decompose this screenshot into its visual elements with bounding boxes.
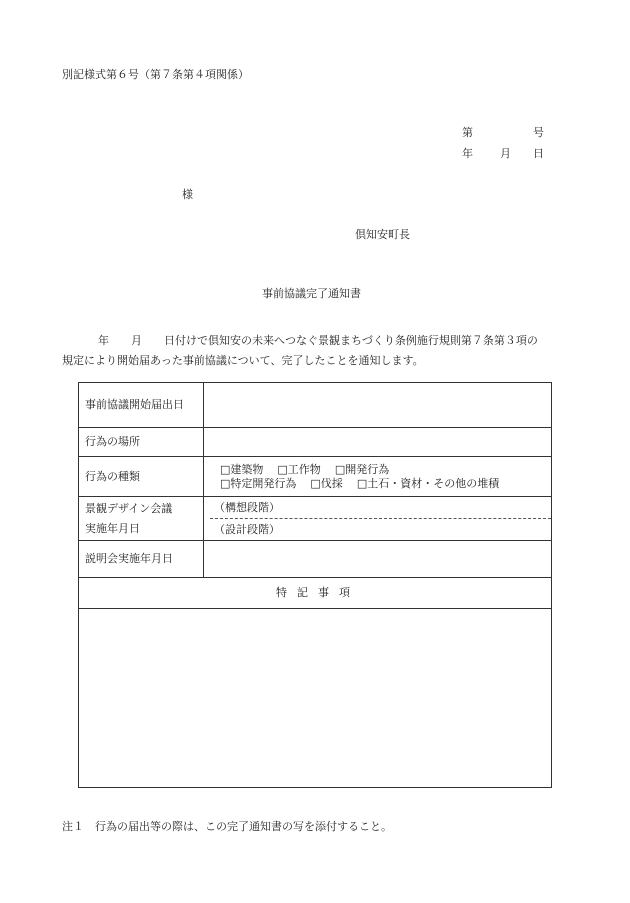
doc-number-prefix: 第 [462,126,473,139]
checkbox-specific-development[interactable]: □特定開発行為 [220,476,297,490]
table-row [79,428,552,457]
place-value[interactable] [204,428,552,457]
notice-form-table [78,382,552,788]
document-title: 事前協議完了通知書 [262,287,361,300]
body-text-line-1: 年 月 日付けで倶知安の未来へつなぐ景観まちづくり条例施行規則第７条第３項の [98,334,538,347]
design-meeting-label-line-2: 実施年月日 [85,521,140,535]
remarks-body[interactable] [79,609,552,788]
type-options-row-1 [210,463,551,477]
phase-design[interactable]: （設計段階） [214,523,280,536]
design-meeting-value [204,497,552,541]
type-options-row-2 [210,477,551,491]
body-text-line-2: 規定により開始届あった事前協議について、完了したことを通知します。 [62,354,424,367]
checkbox-development[interactable]: □開発行為 [334,462,390,476]
table-row [79,457,552,497]
checkbox-structure[interactable]: □工作物 [277,462,321,476]
type-label: 行為の種類 [79,457,204,497]
form-number: 別記様式第６号（第７条第４項関係） [62,68,249,81]
briefing-date-label: 説明会実施年月日 [79,541,204,578]
checkbox-earth-materials[interactable]: □土石・資材・その他の堆積 [356,476,500,490]
date-year: 年 [462,147,473,160]
place-label: 行為の場所 [79,428,204,457]
checkbox-building[interactable]: □建築物 [220,462,264,476]
start-date-value[interactable] [204,383,552,428]
checkbox-logging[interactable]: □伐採 [310,476,343,490]
design-meeting-label-line-1: 景観デザイン会議 [85,501,173,515]
start-date-label: 事前協議開始届出日 [79,383,204,428]
addressee-suffix: 様 [182,188,193,201]
briefing-date-value[interactable] [204,541,552,578]
doc-number-suffix: 号 [533,126,544,139]
footnote: 注１ 行為の届出等の際は、この完了通知書の写を添付すること。 [62,820,392,833]
remarks-header: 特記事項 [79,578,552,609]
table-row [79,541,552,578]
date-day: 日 [533,147,544,160]
table-row [79,383,552,428]
type-options-cell [204,457,552,497]
date-month: 月 [500,147,511,160]
table-row [79,497,552,541]
table-row [79,578,552,609]
table-row [79,609,552,788]
issuer-name: 倶知安町長 [355,228,410,241]
design-meeting-label [79,497,204,541]
phase-concept[interactable]: （構想段階） [210,497,551,519]
